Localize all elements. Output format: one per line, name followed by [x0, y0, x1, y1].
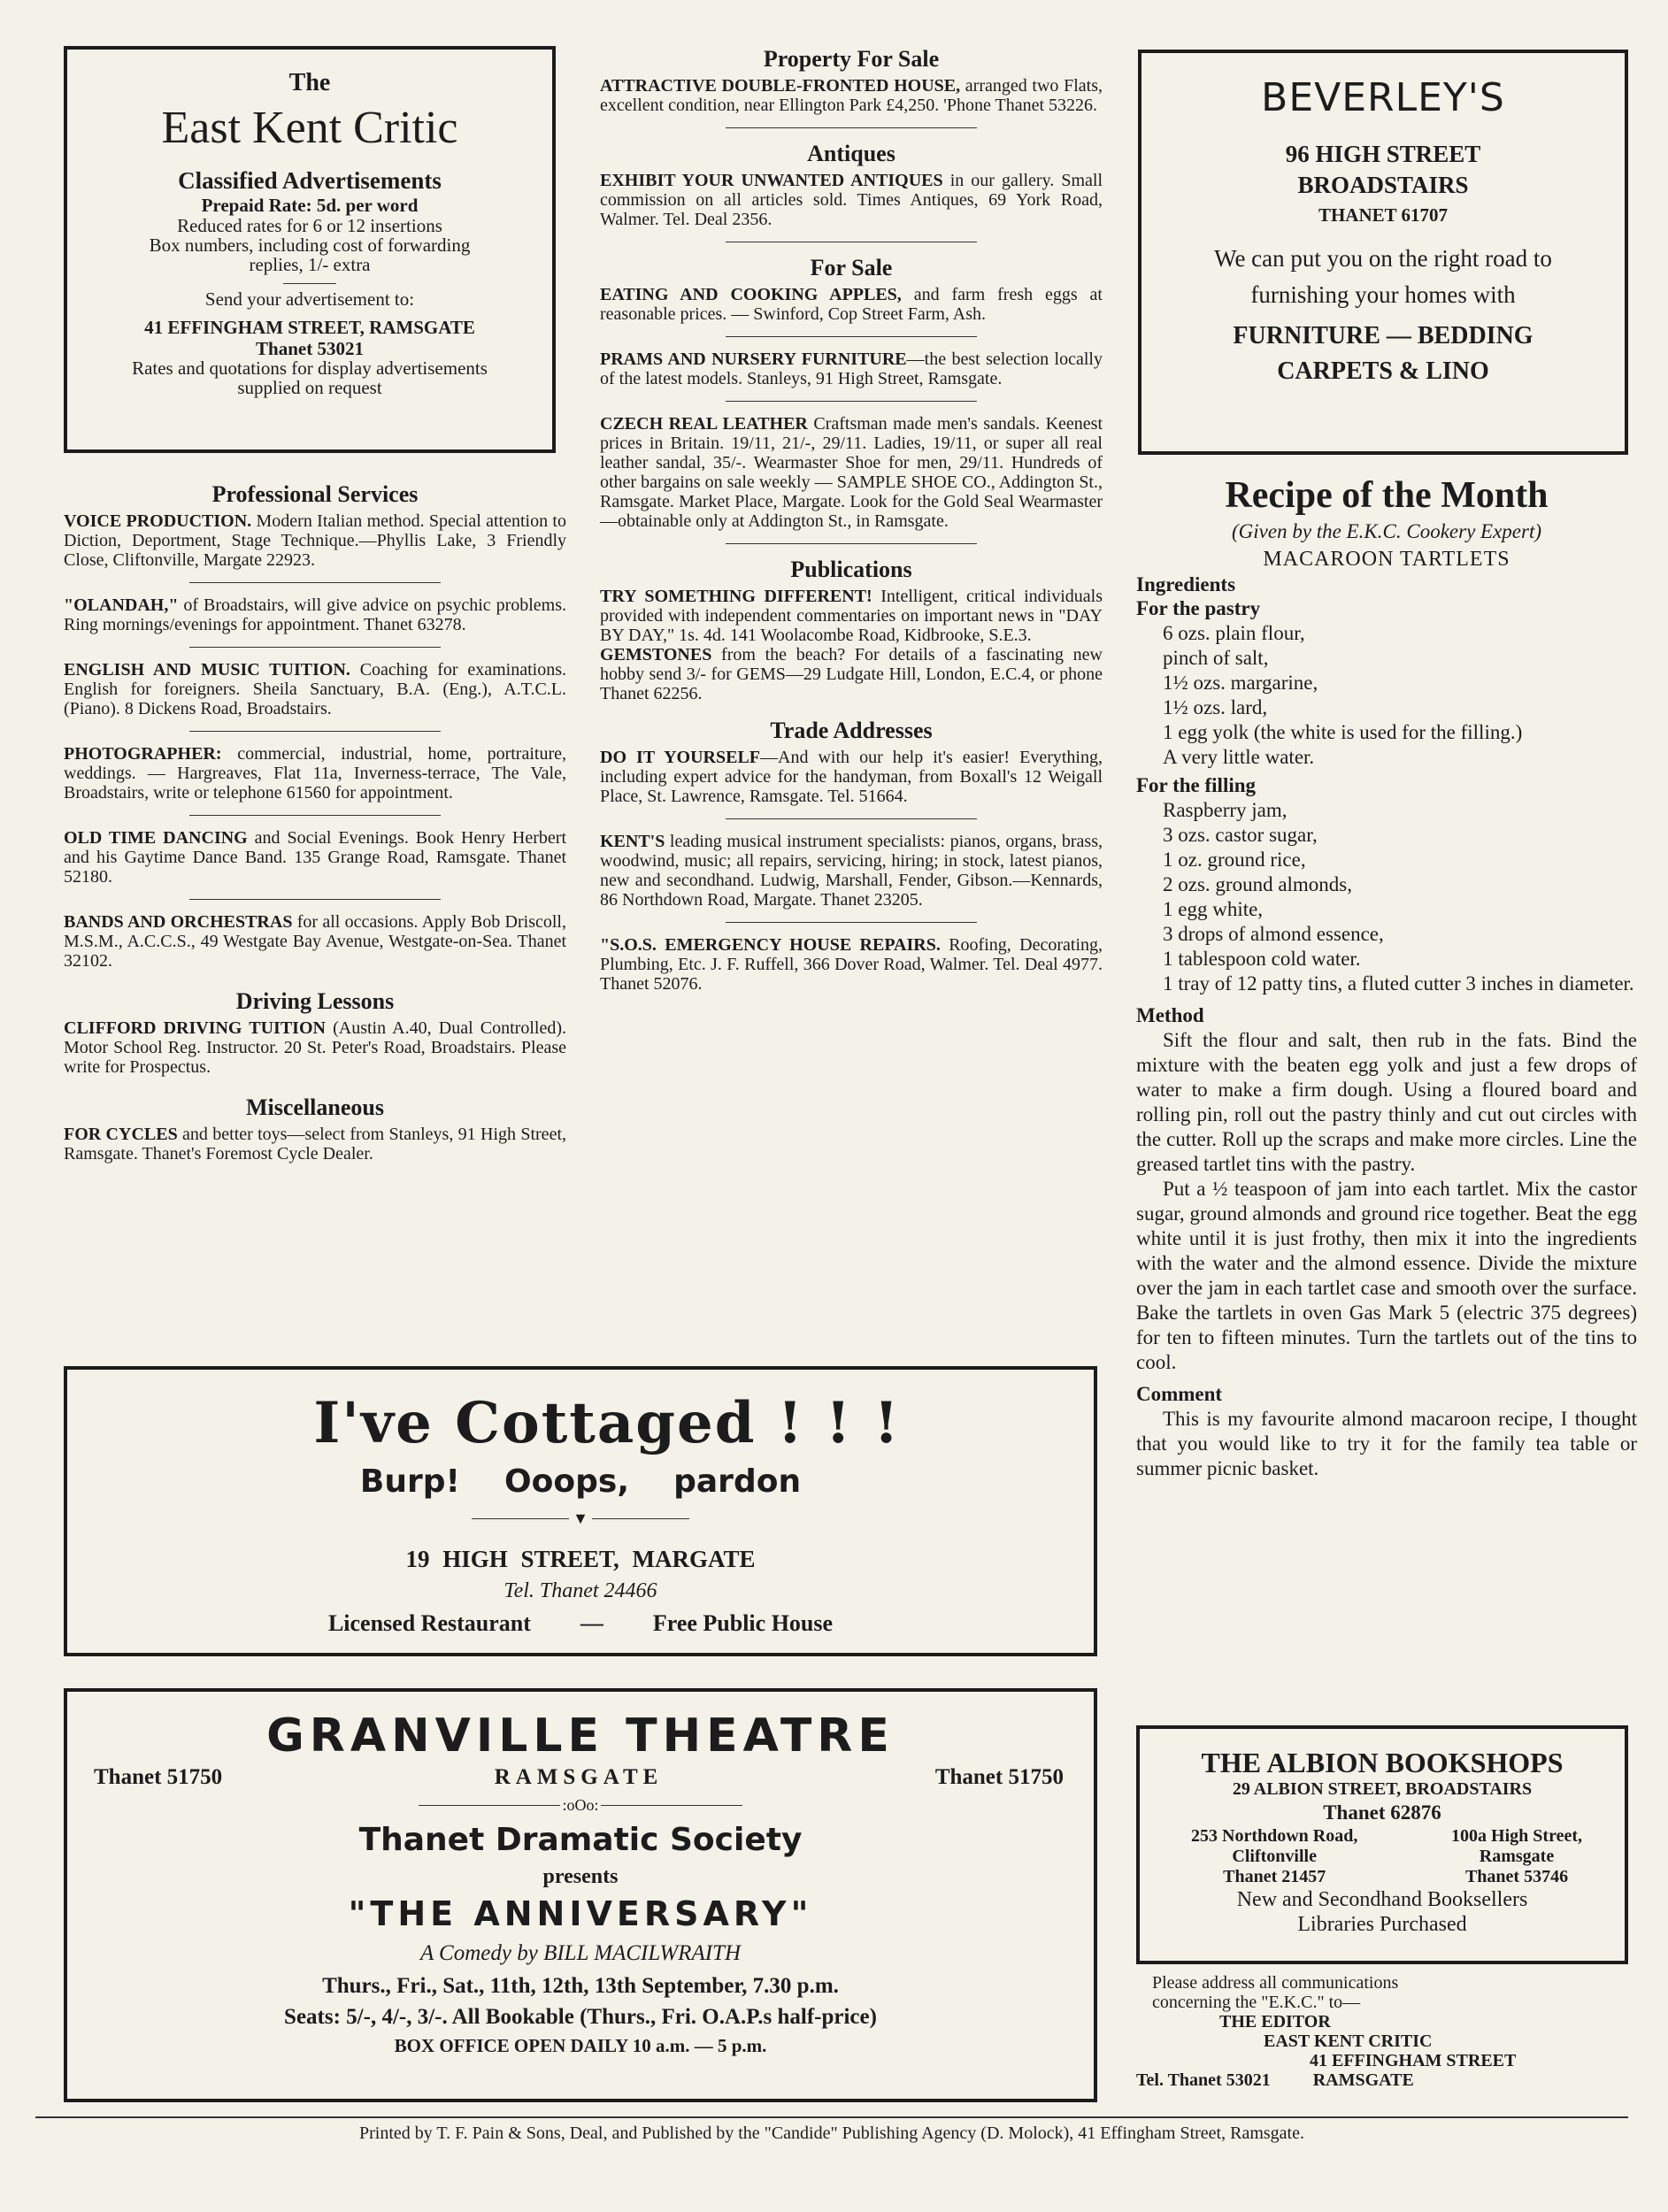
beverley-title: BEVERLEY'S: [1261, 75, 1505, 120]
pastry-item: A very little water.: [1163, 746, 1315, 768]
pastry-heading: For the pastry: [1136, 597, 1261, 619]
filling-item: 3 drops of almond essence,: [1163, 923, 1384, 945]
granville-phone-left: Thanet 51750: [94, 1765, 223, 1789]
critic-address: 41 EFFINGHAM STREET, RAMSGATE: [144, 317, 475, 338]
ad-dancing: [64, 828, 566, 887]
granville-society: Thanet Dramatic Society: [358, 1822, 803, 1858]
granville-play: "THE ANNIVERSARY": [348, 1894, 813, 1933]
ad-text: Modern Italian method. Special attention to Diction, Deportment, Stage Technique.—Phyllis Lake, 3 Friendly Close, Cliftonville, Margate 22923.: [64, 511, 566, 570]
divider: [189, 815, 441, 816]
ad-text: and Social Evenings. Book Henry Herbert and his Gaytime Dance Band. 135 Grange Road, Ramsgate. Thanet 52180.: [64, 828, 566, 887]
editor-address: [1136, 1973, 1628, 2090]
editor-paper: EAST KENT CRITIC: [1264, 2032, 1433, 2051]
ad-english-music: [64, 660, 566, 718]
cottaged-title: I've Cottaged ! ! !: [313, 1390, 901, 1456]
divider: [726, 401, 977, 402]
ad-text: in our gallery. Small commission on all articles sold. Times Antiques, 69 York Road, Walmer. Tel. Deal 2356.: [600, 171, 1103, 229]
editor-town: RAMSGATE: [1312, 2070, 1414, 2090]
critic-rate: Prepaid Rate: 5d. per word: [201, 195, 419, 216]
ad-cycles: [64, 1125, 566, 1164]
albion-box: [1136, 1725, 1628, 1964]
ad-czech-leather: [600, 414, 1103, 531]
granville-dates: Thurs., Fri., Sat., 11th, 12th, 13th September, 7.30 p.m.: [322, 1974, 839, 1998]
property-heading: Property For Sale: [763, 46, 940, 72]
granville-box: [64, 1688, 1097, 2102]
ad-diy: [600, 748, 1103, 806]
branch-phone: Thanet 53746: [1464, 1867, 1569, 1886]
filling-item: 1 egg white,: [1163, 898, 1264, 920]
ad-photographer: [64, 744, 566, 803]
ad-text: and better toys—select from Stanleys, 91 High Street, Ramsgate. Thanet's Foremost Cycle Dealer.: [64, 1125, 566, 1164]
granville-phones-row: [85, 1763, 1076, 1793]
ingredients-heading: Ingredients: [1136, 573, 1236, 595]
divider: [726, 127, 977, 128]
ad-text: arranged two Flats, excellent condition, near Ellington Park £4,250. 'Phone Thanet 53226.: [600, 76, 1103, 115]
ad-lead: BANDS AND ORCHESTRAS: [64, 912, 293, 932]
ad-text: (Austin A.40, Dual Controlled). Motor School Reg. Instructor. 20 St. Peter's Road, Broadstairs. Please write for Prospectus.: [64, 1018, 566, 1077]
divider: [472, 1518, 569, 1519]
divider: [283, 283, 336, 284]
critic-box: [64, 46, 556, 453]
professional-heading: Professional Services: [211, 481, 419, 507]
branch-address: 100a High Street,: [1451, 1826, 1582, 1846]
editor-tel: Tel. Thanet 53021: [1136, 2070, 1271, 2090]
divider: [726, 818, 977, 819]
ad-text: Roofing, Decorating, Plumbing, Etc. J. F. Ruffell, 366 Dover Road, Walmer. Tel. Deal 4977. Thanet 52076.: [600, 935, 1103, 994]
antiques-heading: Antiques: [807, 141, 895, 166]
filling-item: 1 tablespoon cold water.: [1163, 948, 1361, 970]
recipe: [1136, 472, 1637, 1481]
ad-text: of Broadstairs, will give advice on psychic problems. Ring mornings/evenings for appointment. Thanet 63278.: [64, 595, 566, 634]
cottaged-left: Licensed Restaurant: [327, 1610, 531, 1636]
recipe-heading: Recipe of the Month: [1225, 475, 1549, 516]
editor-name: THE EDITOR: [1219, 2012, 1331, 2032]
ad-text: —And with our help it's easier! Everything, including expert advice for the handyman, from Boxall's 12 Weigall Place, St. Lawrence, Ramsgate. Tel. 51664.: [600, 748, 1103, 806]
ad-lead: EXHIBIT YOUR UNWANTED ANTIQUES: [600, 171, 943, 190]
ad-driving: [64, 1018, 566, 1077]
albion-phone: Thanet 62876: [1323, 1801, 1441, 1824]
filling-heading: For the filling: [1136, 774, 1257, 796]
divider: [189, 582, 441, 583]
trade-heading: Trade Addresses: [770, 718, 933, 743]
critic-title: East Kent Critic: [161, 103, 458, 153]
albion-desc: New and Secondhand Booksellers: [1236, 1888, 1528, 1911]
ad-day-by-day: [600, 587, 1103, 645]
editor-tel-row: [1136, 2070, 1628, 2090]
cottaged-box: [64, 1366, 1097, 1656]
critic-subtitle: Classified Advertisements: [178, 167, 442, 194]
pastry-item: 1½ ozs. margarine,: [1163, 672, 1318, 694]
comment-heading: Comment: [1136, 1383, 1223, 1405]
ad-lead: ENGLISH AND MUSIC TUITION.: [64, 660, 350, 680]
printer-footer: Printed by T. F. Pain & Sons, Deal, and Published by the "Candide" Publishing Agency (D. Molock), 41 Effingham Street, Ramsgate.: [35, 2116, 1628, 2144]
ad-lead: PRAMS AND NURSERY FURNITURE: [600, 349, 907, 369]
ad-lead: DO IT YOURSELF: [600, 748, 760, 767]
ad-text: Intelligent, critical individuals provided with independent commentaries on important news in "DAY BY DAY," 1s. 4d. 141 Woolacombe Road, Kidbrooke, S.E.3.: [600, 587, 1103, 645]
left-classifieds: [64, 481, 566, 1164]
filling-item: 1 oz. ground rice,: [1163, 849, 1306, 871]
granville-ornament: [85, 1796, 1076, 1815]
filling-item: 2 ozs. ground almonds,: [1163, 873, 1353, 895]
ad-lead: KENT'S: [600, 832, 665, 851]
ad-bands: [64, 912, 566, 971]
branch-town: Ramsgate: [1479, 1847, 1555, 1866]
divider: [419, 1805, 560, 1806]
critic-phone: Thanet 53021: [256, 338, 364, 359]
divider: [189, 731, 441, 732]
pastry-item: pinch of salt,: [1163, 647, 1269, 669]
cottaged-footer-row: [85, 1608, 1076, 1640]
beverley-tagline: We can put you on the right road to furnishing your homes with: [1214, 245, 1552, 308]
granville-box-office: BOX OFFICE OPEN DAILY 10 a.m. — 5 p.m.: [394, 2035, 767, 2056]
divider: [726, 543, 977, 544]
comment-paragraph: This is my favourite almond macaroon recipe, I thought that you would like to try it for the family tea table or summer picnic basket.: [1136, 1408, 1637, 1479]
ad-lead: TRY SOMETHING DIFFERENT!: [600, 587, 872, 606]
ad-lead: "OLANDAH,": [64, 595, 179, 615]
ad-lead: GEMSTONES: [600, 645, 712, 664]
granville-town: RAMSGATE: [494, 1765, 664, 1789]
recipe-byline: (Given by the E.K.C. Cookery Expert): [1232, 520, 1541, 542]
granville-seats: Seats: 5/-, 4/-, 3/-. All Bookable (Thurs., Fri. O.A.P.s half-price): [284, 2005, 877, 2029]
pastry-item: 6 ozs. plain flour,: [1163, 622, 1305, 644]
pastry-item: 1 egg yolk (the white is used for the filling.): [1163, 721, 1523, 743]
granville-phone-right: Thanet 51750: [934, 1765, 1064, 1789]
ad-lead: FOR CYCLES: [64, 1125, 178, 1144]
branch-address: 253 Northdown Road,: [1191, 1826, 1358, 1846]
ad-antiques: [600, 171, 1103, 229]
albion-title: THE ALBION BOOKSHOPS: [1201, 1747, 1564, 1778]
ad-gemstones: [600, 645, 1103, 703]
cottaged-dash: —: [580, 1610, 603, 1636]
editor-line: Please address all communications: [1152, 1973, 1399, 1993]
recipe-name: MACAROON TARTLETS: [1263, 548, 1510, 571]
divider: [189, 647, 441, 648]
ad-text: from the beach? For details of a fascinating new hobby send 3/- for GEMS—29 Ludgate Hill, London, E.C.4, or phone Thanet 62256.: [600, 645, 1103, 703]
branch-phone: Thanet 21457: [1223, 1867, 1326, 1886]
ad-lead: OLD TIME DANCING: [64, 828, 248, 848]
beverley-town: BROADSTAIRS: [1297, 172, 1469, 198]
misc-heading: Miscellaneous: [246, 1094, 384, 1120]
ad-text: leading musical instrument specialists: pianos, organs, brass, woodwind, music; all repairs, servicing, hiring; in stock, latest pianos, new and secondhand. Ludwig, Marshall, Fender, Gibson.—Kennards, 86 Northdown Road, Margate. Thanet 23205.: [600, 832, 1103, 910]
beverley-phone: THANET 61707: [1318, 204, 1449, 226]
albion-branches: [1156, 1826, 1609, 1887]
ad-house: [600, 76, 1103, 115]
ad-text: —the best selection locally of the latest models. Stanleys, 91 High Street, Ramsgate.: [600, 349, 1103, 388]
ornament: :oOo:: [562, 1796, 599, 1814]
albion-branch-ramsgate: [1451, 1826, 1582, 1887]
beverley-goods: CARPETS & LINO: [1277, 357, 1489, 385]
divider: [592, 1518, 689, 1519]
critic-send: Send your advertisement to:: [204, 288, 415, 310]
editor-line: concerning the "E.K.C." to—: [1152, 1993, 1361, 2012]
driving-heading: Driving Lessons: [235, 988, 395, 1014]
cottaged-tel: Tel. Thanet 24466: [503, 1579, 657, 1602]
method-paragraph: Sift the flour and salt, then rub in the fats. Bind the mixture with the beaten egg yolk and just a few drops of water to make a firm dough. Using a floured board and rolling pin, roll out the pastry thinly and cut out circles with the cutter. Roll up the scraps and make more circles. Line the greased tartlet tins with the pastry.: [1136, 1029, 1637, 1175]
publications-heading: Publications: [790, 557, 912, 582]
cottaged-address: 19 HIGH STREET, MARGATE: [405, 1546, 756, 1572]
ad-apples: [600, 285, 1103, 324]
critic-the: The: [288, 69, 331, 96]
critic-box-numbers: Box numbers, including cost of forwarding replies, 1/- extra: [149, 234, 471, 275]
method-heading: Method: [1136, 1004, 1204, 1026]
critic-reduced: Reduced rates for 6 or 12 insertions: [177, 215, 442, 236]
beverley-street: 96 HIGH STREET: [1285, 141, 1481, 167]
ad-prams: [600, 349, 1103, 388]
ad-olandah: [64, 595, 566, 634]
filling-item: 1 tray of 12 patty tins, a fluted cutter 3 inches in diameter.: [1163, 972, 1634, 995]
ad-lead: ATTRACTIVE DOUBLE-FRONTED HOUSE,: [600, 76, 961, 96]
divider: [726, 336, 977, 337]
granville-title: GRANVILLE THEATRE: [266, 1709, 895, 1763]
ad-lead: VOICE PRODUCTION.: [64, 511, 252, 531]
divider: [726, 922, 977, 923]
branch-town: Cliftonville: [1232, 1847, 1317, 1866]
critic-rates: Rates and quotations for display advertisements supplied on request: [132, 357, 488, 398]
ad-voice: [64, 511, 566, 570]
granville-presents: presents: [542, 1865, 619, 1888]
ad-lead: CLIFFORD DRIVING TUITION: [64, 1018, 326, 1038]
filling-item: Raspberry jam,: [1163, 799, 1288, 821]
ad-text: for all occasions. Apply Bob Driscoll, M.S.M., A.C.C.S., 49 Westgate Bay Avenue, Westgate-on-Sea. Thanet 32102.: [64, 912, 566, 971]
granville-comedy: A Comedy by BILL MACILWRAITH: [419, 1941, 741, 1965]
albion-branch-cliftonville: [1191, 1826, 1357, 1887]
beverley-box: [1138, 50, 1628, 455]
divider: [189, 899, 441, 900]
pastry-item: 1½ ozs. lard,: [1163, 696, 1268, 718]
filling-item: 3 ozs. castor sugar,: [1163, 824, 1318, 846]
editor-street: 41 EFFINGHAM STREET: [1310, 2051, 1517, 2070]
cottaged-ornament: [85, 1509, 1076, 1528]
method-paragraph: Put a ½ teaspoon of jam into each tartlet. Mix the castor sugar, ground almonds and ground rice together. Beat the egg white until it is just frothy, then mix it into the ingredients with the water and the almond essence. Divide the mixture over the jam in each tartlet case and smooth over the surface. Bake the tartlets in oven Gas Mark 5 (electric 375 degrees) for ten to fifteen minutes. Turn the tartlets out of the tins to cool.: [1136, 1178, 1637, 1373]
ad-text: Craftsman made men's sandals. Keenest prices in Britain. 19/11, 21/-, 29/11. Ladies, 19/11, or super all real leather sandal, 35/-. Wearmaster Shoe for men, 29/11. Hundreds of other bargains on sale weekly — SAMPLE SHOE CO., Addington St., Ramsgate. Market Place, Margate. Look for the Gold Seal Wearmaster—obtainable only at Addington St., in Ramsgate.: [600, 414, 1103, 531]
ad-kents: [600, 832, 1103, 910]
ad-lead: CZECH REAL LEATHER: [600, 414, 808, 434]
ad-lead: PHOTOGRAPHER:: [64, 744, 222, 764]
albion-desc: Libraries Purchased: [1297, 1913, 1467, 1936]
divider: [601, 1805, 742, 1806]
ad-lead: "S.O.S. EMERGENCY HOUSE REPAIRS.: [600, 935, 941, 955]
arrow-down-icon: ▼: [573, 1509, 588, 1527]
cottaged-right: Free Public House: [652, 1610, 834, 1636]
cottaged-line: Burp! Ooops, pardon: [359, 1463, 802, 1500]
ad-sos-repairs: [600, 935, 1103, 994]
beverley-goods: FURNITURE — BEDDING: [1233, 322, 1533, 349]
albion-address: 29 ALBION STREET, BROADSTAIRS: [1232, 1779, 1533, 1799]
ad-lead: EATING AND COOKING APPLES,: [600, 285, 902, 304]
ad-text: commercial, industrial, home, portraiture, weddings. — Hargreaves, Flat 11a, Inverness-terrace, The Vale, Broadstairs, write or telephone 61560 for appointment.: [64, 744, 566, 803]
middle-classifieds: [600, 46, 1103, 994]
ad-text: and farm fresh eggs at reasonable prices. — Swinford, Cop Street Farm, Ash.: [600, 285, 1103, 324]
ad-text: Coaching for examinations. English for foreigners. Sheila Sanctuary, B.A. (Eng.), A.T.C.L. (Piano). 8 Dickens Road, Broadstairs.: [64, 660, 566, 718]
for-sale-heading: For Sale: [810, 255, 893, 280]
